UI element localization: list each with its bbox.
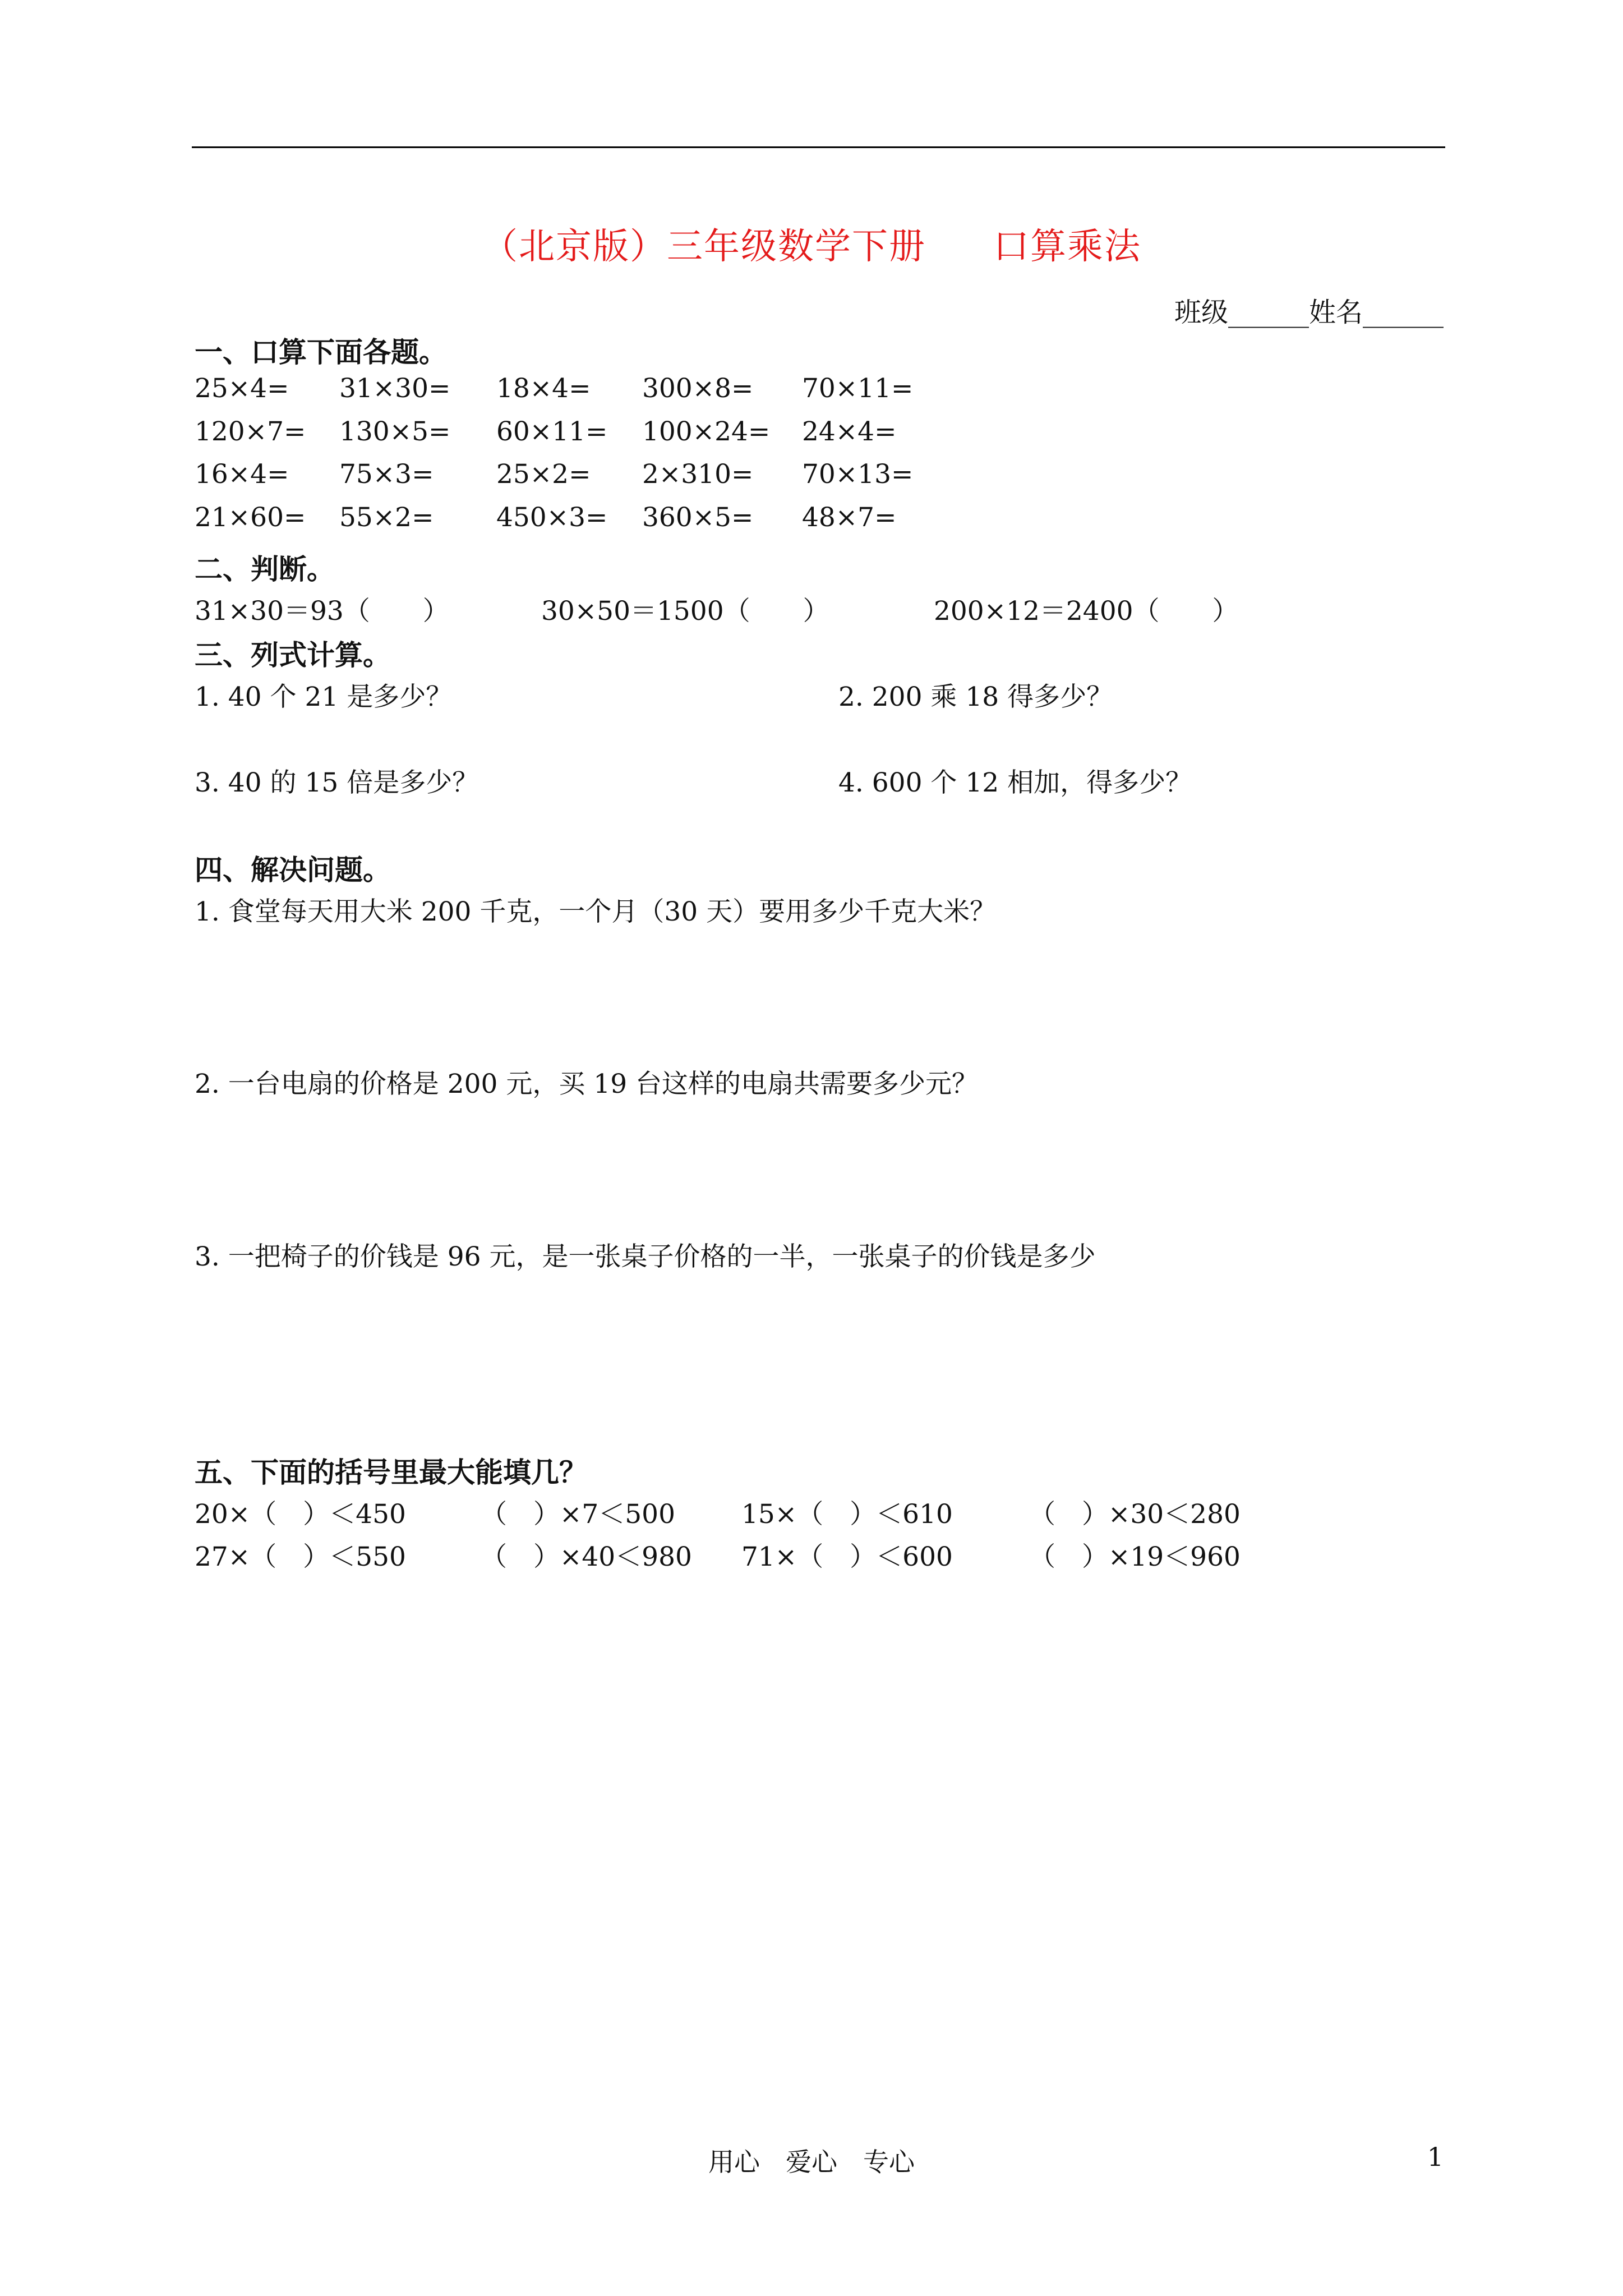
page-number: 1 <box>1427 2142 1444 2172</box>
math-problem: 18×4= <box>496 373 591 404</box>
math-problem: 25×4= <box>195 373 289 404</box>
math-problem: 120×7= <box>195 416 306 447</box>
math-problem: 70×13= <box>802 459 914 490</box>
title-part1: （北京版）三年级数学下册 <box>482 226 926 268</box>
section3-heading: 三、列式计算。 <box>195 638 391 671</box>
inequality-problem: 71×（ ）＜600 <box>741 1542 953 1572</box>
math-problem: 48×7= <box>802 502 897 533</box>
calc-question: 1. 40 个 21 是多少？ <box>195 682 453 712</box>
inequality-problem: （ ）×30＜280 <box>1029 1499 1241 1530</box>
math-problem: 55×2= <box>339 502 434 533</box>
math-problem: 300×8= <box>642 373 754 404</box>
math-problem: 75×3= <box>339 459 434 490</box>
word-problem: 2. 一台电扇的价格是 200 元，买 19 台这样的电扇共需要多少元？ <box>195 1069 979 1099</box>
judge-item: 200×12＝2400（ ） <box>934 596 1239 627</box>
section5-heading: 五、下面的括号里最大能填几？ <box>195 1456 587 1489</box>
math-problem: 24×4= <box>802 416 897 447</box>
inequality-problem: 15×（ ）＜610 <box>741 1499 953 1530</box>
calc-question: 3. 40 的 15 倍是多少？ <box>195 767 479 798</box>
math-problem: 130×5= <box>339 416 451 447</box>
math-problem: 100×24= <box>642 416 771 447</box>
title-part2: 口算乘法 <box>993 226 1141 268</box>
inequality-problem: （ ）×19＜960 <box>1029 1542 1241 1572</box>
judge-item: 31×30＝93（ ） <box>195 596 449 627</box>
section2-heading: 二、判断。 <box>195 553 335 586</box>
word-problem: 3. 一把椅子的价钱是 96 元，是一张桌子价格的一半，一张桌子的价钱是多少 <box>195 1241 1096 1272</box>
judge-item: 30×50＝1500（ ） <box>541 596 829 627</box>
inequality-problem: 27×（ ）＜550 <box>195 1542 406 1572</box>
math-problem: 16×4= <box>195 459 289 490</box>
math-problem: 60×11= <box>496 416 608 447</box>
inequality-problem: （ ）×7＜500 <box>481 1499 675 1530</box>
inequality-problem: （ ）×40＜980 <box>481 1542 692 1572</box>
math-problem: 360×5= <box>642 502 754 533</box>
calc-question: 4. 600 个 12 相加，得多少？ <box>838 767 1192 798</box>
class-name-line: 班级______姓名______ <box>1174 297 1444 328</box>
math-problem: 31×30= <box>339 373 451 404</box>
math-problem: 450×3= <box>496 502 608 533</box>
header-rule <box>192 146 1445 148</box>
calc-question: 2. 200 乘 18 得多少？ <box>838 682 1113 712</box>
section1-heading: 一、口算下面各题。 <box>195 335 447 369</box>
math-problem: 70×11= <box>802 373 914 404</box>
math-problem: 25×2= <box>496 459 591 490</box>
math-problem: 21×60= <box>195 502 306 533</box>
inequality-problem: 20×（ ）＜450 <box>195 1499 406 1530</box>
math-problem: 2×310= <box>642 459 754 490</box>
section4-heading: 四、解决问题。 <box>195 853 391 886</box>
page-title <box>0 218 1623 269</box>
footer-motto: 用心 爱心 专心 <box>708 2147 915 2177</box>
word-problem: 1. 食堂每天用大米 200 千克，一个月（30 天）要用多少千克大米？ <box>195 896 997 927</box>
